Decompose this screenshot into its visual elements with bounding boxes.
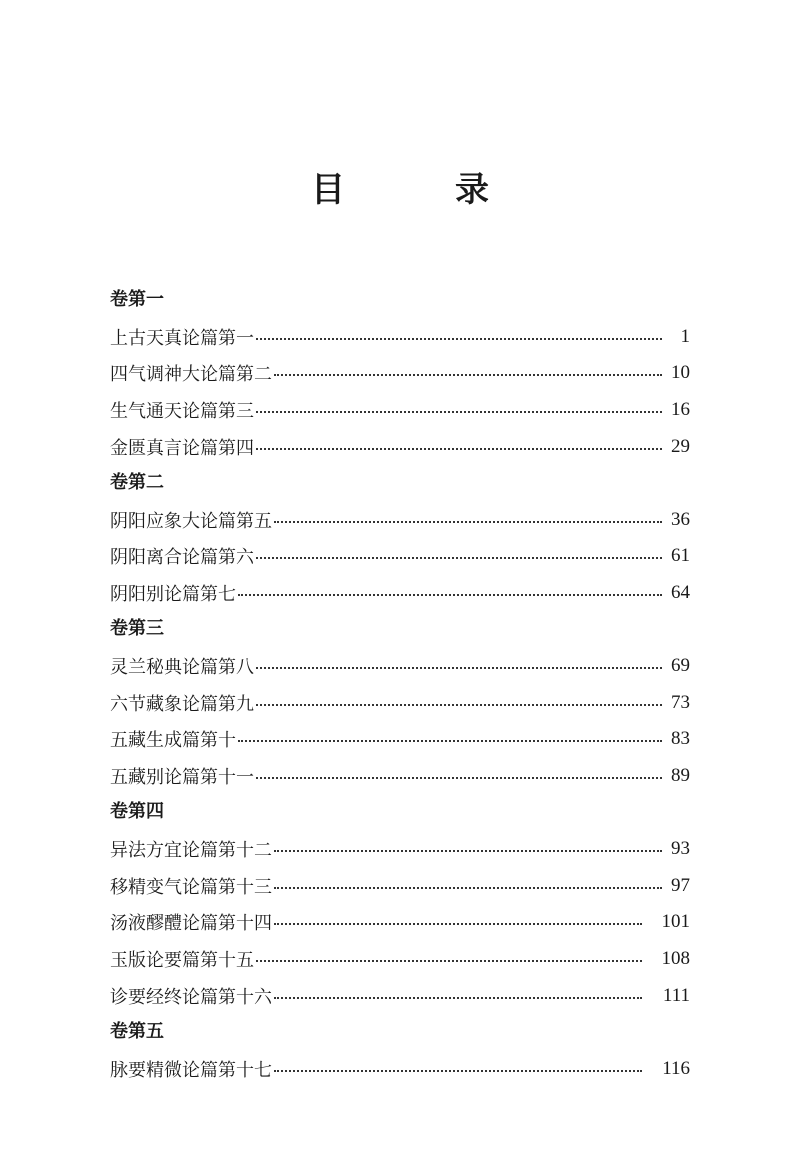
toc-entry-title: 诊要经终论篇第十六 bbox=[110, 986, 272, 1008]
toc-entry-title: 上古天真论篇第一 bbox=[110, 327, 254, 349]
dot-leader bbox=[274, 850, 662, 852]
dot-leader bbox=[274, 887, 662, 889]
toc-entry[interactable] bbox=[110, 428, 690, 465]
toc-entry[interactable] bbox=[110, 648, 690, 685]
toc-entry[interactable] bbox=[110, 1050, 690, 1087]
toc-entry[interactable] bbox=[110, 575, 690, 612]
toc-entry-page: 69 bbox=[671, 655, 690, 677]
toc-entry-title: 阴阳离合论篇第六 bbox=[110, 547, 254, 569]
toc-entry-page: 101 bbox=[661, 911, 690, 933]
toc-entry-title: 五藏别论篇第十一 bbox=[110, 767, 254, 789]
toc-entry[interactable] bbox=[110, 941, 690, 978]
dot-leader bbox=[256, 338, 662, 340]
toc-entry-title: 五藏生成篇第十 bbox=[110, 730, 236, 752]
toc-entry-page: 36 bbox=[671, 508, 690, 530]
dot-leader bbox=[256, 448, 662, 450]
toc-entry[interactable] bbox=[110, 868, 690, 905]
dot-leader bbox=[238, 740, 662, 742]
toc-entry-page: 29 bbox=[671, 435, 690, 457]
toc-entry-title: 玉版论要篇第十五 bbox=[110, 949, 254, 971]
toc-entry-title: 阴阳别论篇第七 bbox=[110, 584, 236, 606]
volume-heading: 卷第三 bbox=[110, 618, 164, 640]
toc-entry-title: 生气通天论篇第三 bbox=[110, 401, 254, 423]
volume-heading: 卷第四 bbox=[110, 801, 164, 823]
toc-entry-page: 61 bbox=[671, 545, 690, 567]
toc-entry-title: 阴阳应象大论篇第五 bbox=[110, 510, 272, 532]
toc-entry-title: 脉要精微论篇第十七 bbox=[110, 1059, 272, 1081]
toc-entry-page: 111 bbox=[662, 984, 690, 1006]
toc-entry-title: 四气调神大论篇第二 bbox=[110, 364, 272, 386]
toc-entry-title: 汤液醪醴论篇第十四 bbox=[110, 913, 272, 935]
toc-entry-page: 93 bbox=[671, 838, 690, 860]
toc-entry-title: 六节藏象论篇第九 bbox=[110, 693, 254, 715]
dot-leader bbox=[238, 594, 662, 596]
dot-leader bbox=[274, 923, 642, 925]
toc-entry-page: 1 bbox=[680, 325, 690, 347]
dot-leader bbox=[256, 704, 662, 706]
table-of-contents bbox=[110, 282, 690, 1087]
volume-heading: 卷第二 bbox=[110, 471, 164, 493]
toc-entry-page: 16 bbox=[671, 399, 690, 421]
toc-entry[interactable] bbox=[110, 538, 690, 575]
toc-entry[interactable] bbox=[110, 904, 690, 941]
toc-entry[interactable] bbox=[110, 721, 690, 758]
dot-leader bbox=[256, 557, 662, 559]
volume-heading: 卷第五 bbox=[110, 1020, 164, 1042]
toc-entry[interactable] bbox=[110, 685, 690, 722]
dot-leader bbox=[256, 777, 662, 779]
toc-entry-page: 10 bbox=[671, 362, 690, 384]
toc-entry-page: 89 bbox=[671, 765, 690, 787]
toc-entry-title: 异法方宜论篇第十二 bbox=[110, 840, 272, 862]
toc-entry-page: 73 bbox=[671, 691, 690, 713]
toc-entry[interactable] bbox=[110, 319, 690, 356]
dot-leader bbox=[256, 411, 662, 413]
toc-entry-page: 64 bbox=[671, 582, 690, 604]
toc-entry[interactable] bbox=[110, 502, 690, 539]
toc-entry[interactable] bbox=[110, 355, 690, 392]
toc-entry[interactable] bbox=[110, 831, 690, 868]
page-title: 目 录 bbox=[311, 170, 527, 210]
dot-leader bbox=[274, 997, 642, 999]
dot-leader bbox=[256, 960, 642, 962]
toc-entry[interactable] bbox=[110, 977, 690, 1014]
toc-entry[interactable] bbox=[110, 392, 690, 429]
toc-entry-page: 83 bbox=[671, 728, 690, 750]
toc-entry-title: 灵兰秘典论篇第八 bbox=[110, 657, 254, 679]
dot-leader bbox=[274, 374, 662, 376]
toc-entry-page: 97 bbox=[671, 874, 690, 896]
dot-leader bbox=[256, 667, 662, 669]
toc-entry[interactable] bbox=[110, 758, 690, 795]
toc-entry-title: 移精变气论篇第十三 bbox=[110, 876, 272, 898]
dot-leader bbox=[274, 1070, 642, 1072]
toc-entry-title: 金匮真言论篇第四 bbox=[110, 437, 254, 459]
volume-heading: 卷第一 bbox=[110, 289, 164, 310]
toc-entry-page: 116 bbox=[662, 1057, 690, 1079]
toc-entry-page: 108 bbox=[661, 947, 690, 969]
dot-leader bbox=[274, 521, 662, 523]
